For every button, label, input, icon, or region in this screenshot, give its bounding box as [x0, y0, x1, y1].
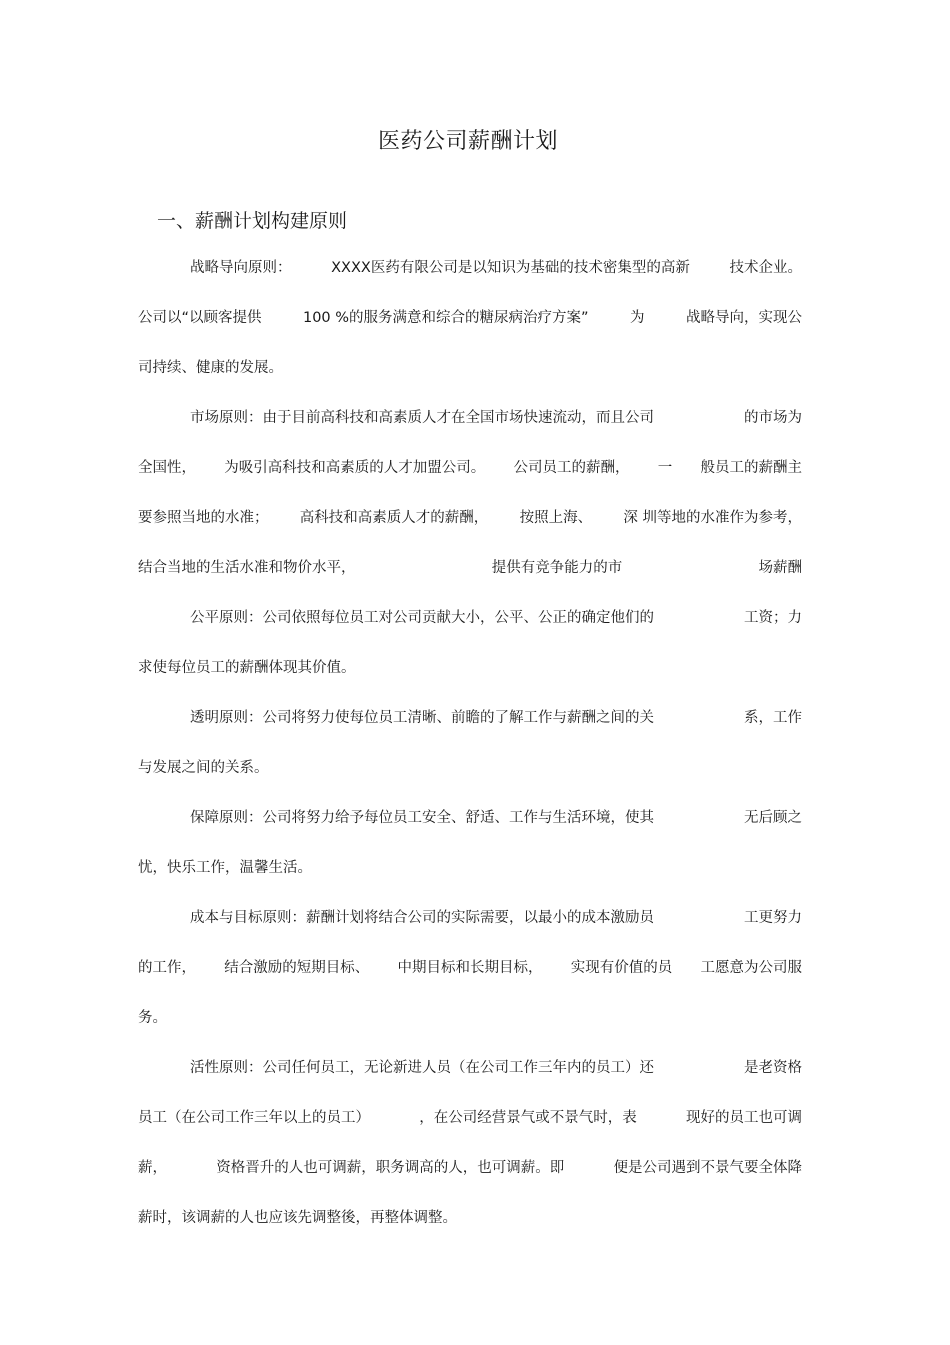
- text-segment: 的工作，: [138, 960, 196, 976]
- paragraph-line: [138, 456, 802, 480]
- paragraph-line: [138, 1106, 802, 1130]
- paragraph-line: [138, 1156, 802, 1180]
- text-segment: 成本与目标原则：薪酬计划将结合公司的实际需要，以最小的成本激励员: [190, 910, 654, 926]
- text-segment: 市场原则：由于目前高科技和高素质人才在全国市场快速流动，而且公司: [190, 410, 654, 426]
- paragraph-line: [138, 506, 802, 530]
- text-segment: 般员工的薪酬主: [700, 460, 802, 476]
- paragraph-line: [190, 256, 802, 280]
- text-segment: 与发展之间的关系。: [138, 760, 269, 776]
- text-segment: 全国性，: [138, 460, 196, 476]
- text-segment: XXXX医药有限公司是以知识为基础的技术密集型的高新: [331, 260, 690, 276]
- text-segment: 忧，快乐工作，温馨生活。: [138, 860, 312, 876]
- paragraph-line: [138, 556, 802, 580]
- text-segment: 无后顾之: [744, 810, 802, 826]
- paragraph-line: [138, 356, 802, 380]
- text-segment: 实现有价值的员: [570, 960, 673, 976]
- paragraph-line: [138, 956, 802, 980]
- text-segment: 司持续、健康的发展。: [138, 360, 283, 376]
- text-segment: 系，工作: [744, 710, 802, 726]
- text-segment: 战略导向，实现公: [686, 310, 802, 326]
- document-title: 医药公司薪酬计划: [377, 129, 558, 154]
- text-segment: 的市场为: [744, 410, 802, 426]
- text-segment: 保障原则：公司将努力给予每位员工安全、舒适、工作与生活环境，使其: [190, 810, 654, 826]
- text-segment: 战略导向原则：: [190, 260, 292, 276]
- text-segment: 为吸引高科技和高素质的人才加盟公司。: [224, 460, 486, 476]
- paragraph-line: [138, 1206, 802, 1230]
- text-segment: 便是公司遇到不景气要全体降: [613, 1160, 802, 1176]
- paragraph-line: [138, 856, 802, 880]
- paragraph-line: [190, 906, 802, 930]
- paragraph-line: [190, 606, 802, 630]
- text-segment: 100 %的服务满意和综合的糖尿病治疗方案”: [302, 310, 589, 326]
- text-segment: 工愿意为公司服: [700, 960, 802, 976]
- text-segment: 员工（在公司工作三年以上的员工）: [138, 1110, 370, 1126]
- paragraph-line: [138, 1006, 802, 1030]
- text-segment: 为: [630, 310, 645, 326]
- text-segment: 结合当地的生活水准和物价水平，: [138, 560, 356, 576]
- text-segment: 中期目标和长期目标，: [397, 960, 543, 976]
- paragraph-line: [138, 756, 802, 780]
- paragraph-line: [190, 706, 802, 730]
- text-segment: 结合激励的短期目标、: [224, 960, 370, 976]
- text-segment: 透明原则：公司将努力使每位员工清晰、前瞻的了解工作与薪酬之间的关: [190, 710, 654, 726]
- text-segment: 务。: [138, 1010, 167, 1026]
- text-segment: 现好的员工也可调: [686, 1110, 802, 1126]
- text-segment: 公司以“以顾客提供: [138, 310, 262, 326]
- text-segment: 薪时，该调薪的人也应该先调整後，再整体调整。: [138, 1210, 457, 1226]
- text-segment: 资格晋升的人也可调薪，职务调高的人，也可调薪。即: [216, 1160, 565, 1176]
- text-segment: 薪，: [138, 1160, 167, 1176]
- paragraph-line: [190, 1056, 802, 1080]
- section-heading: 一、薪酬计划构建原则: [157, 210, 348, 232]
- paragraph-line: [138, 306, 802, 330]
- text-segment: 提供有竞争能力的市: [491, 560, 623, 576]
- text-segment: 技术企业。: [729, 260, 802, 276]
- text-segment: 求使每位员工的薪酬体现其价值。: [138, 660, 356, 676]
- paragraph-line: [138, 656, 802, 680]
- text-segment: 工更努力: [744, 910, 802, 926]
- text-segment: 高科技和高素质人才的薪酬，: [299, 510, 489, 526]
- text-segment: 按照上海、: [519, 510, 593, 526]
- text-segment: 工资；力: [744, 610, 802, 626]
- text-segment: 一: [657, 460, 673, 476]
- text-segment: 是老资格: [744, 1060, 802, 1076]
- text-segment: 要参照当地的水准；: [138, 510, 269, 526]
- text-segment: ，在公司经营景气或不景气时，表: [419, 1110, 637, 1126]
- text-segment: 活性原则：公司任何员工，无论新进人员（在公司工作三年内的员工）还: [190, 1060, 654, 1076]
- text-segment: 公平原则：公司依照每位员工对公司贡献大小，公平、公正的确定他们的: [190, 610, 654, 626]
- paragraph-line: [190, 806, 802, 830]
- text-segment: 深 圳等地的水准作为参考，: [623, 510, 802, 526]
- paragraph-line: [190, 406, 802, 430]
- text-segment: 公司员工的薪酬，: [513, 460, 630, 476]
- text-segment: 场薪酬: [758, 560, 802, 576]
